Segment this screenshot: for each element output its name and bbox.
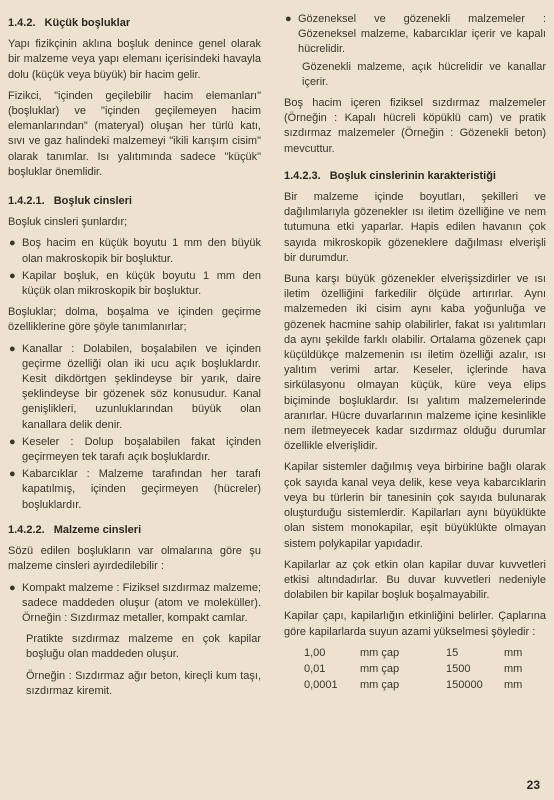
bullet-icon: ●	[9, 435, 16, 448]
table-cell: 15	[446, 646, 459, 659]
table-cell: 0,0001	[304, 679, 338, 692]
left-column	[8, 16, 261, 705]
table-cell: mm çap	[360, 646, 400, 659]
paragraph: Pratikte sızdırmaz malzeme en çok kapilar boşluğu olan maddeden oluşur.	[26, 633, 261, 661]
paragraph: Boş hacim içeren fiziksel sızdırmaz malzemeler (Örneğin : Kapalı hücreli köpüklü cam) ve pratik sızdırmaz malzemeler (Örneğin : Gözenekli beton) mevcuttur.	[284, 97, 546, 155]
section-heading-1-4-2	[8, 16, 261, 31]
heading-number: 1.4.2.2.	[8, 523, 45, 536]
table-cell: mm	[504, 662, 523, 675]
list-item-text: Kompakt malzeme : Fiziksel sızdırmaz malzeme; sadece maddeden oluşur (atom ve moleküller). Örneğin : Sızdırmaz metaller, kompakt camlar.	[22, 581, 261, 624]
table-cell: 1,00	[304, 646, 326, 659]
bullet-icon: ●	[9, 237, 16, 250]
bullet-icon: ●	[9, 581, 16, 594]
table-row	[304, 678, 528, 694]
list-item	[8, 342, 261, 433]
section-heading-1-4-2-3	[284, 169, 546, 184]
paragraph: Boşluklar; dolma, boşalma ve içinden geçirme özelliklerine göre şöyle tanımlanırlar;	[8, 306, 261, 334]
paragraph: Yapı fizikçinin aklına boşluk denince genel olarak bir malzeme veya yapı elemanı içerisindeki havayla dolu (küçük veya büyük) bir hacim gelir.	[8, 38, 261, 81]
bullet-list	[8, 581, 261, 627]
list-item-text: Boş hacim en küçük boyutu 1 mm den büyük olan makroskopik bir boşluktur.	[22, 237, 261, 265]
list-item	[284, 12, 546, 58]
paragraph: Gözenekli malzeme, açık hücrelidir ve kanallar içerir.	[302, 60, 546, 88]
paragraph: Bir malzeme içinde boyutları, şekilleri ve dağılımlarıyla gözenekler ısı iletim özelliğine ve nem tutumuna etki yaparlar. Hapis edilen havanın çok sayıda mikroskopik gözeneklere dağılması elverişli bir durumdur.	[284, 191, 546, 264]
heading-text: Boşluk cinsleri	[53, 195, 132, 208]
section-heading-1-4-2-2	[8, 523, 261, 538]
list-item-text: Kanallar : Dolabilen, boşalabilen ve içinden geçirme özelliği olan iki ucu açık boşluklardır. Kesit dikdörtgen şeklindeyse bir yarık, daire şeklindeyse bir gözenek söz konusudur. Kanal genişlikleri, uzunluklarından büyük olan kanallara delik denir.	[22, 342, 261, 431]
paragraph: Kapilarlar az çok etkin olan kapilar duvar kuvvetleri etkisi altındadırlar. Bu duvar kuvvetleri nedeniyle dolabilen bir kapilar boşluk boşalmayabilir.	[284, 558, 546, 602]
heading-number: 1.4.2.	[8, 17, 36, 29]
list-item	[8, 236, 261, 266]
table-row	[304, 646, 528, 662]
paragraph: Boşluk cinsleri şunlardır;	[8, 216, 128, 229]
paragraph: Sözü edilen boşlukların var olmalarına göre şu malzeme cinsleri ayırdedilebilir :	[8, 545, 261, 573]
heading-text: Küçük boşluklar	[44, 17, 131, 29]
list-item-text: Gözeneksel ve gözenekli malzemeler : Gözeneksel malzeme, kabarcıklar içerir ve kapalı hücrelidir.	[298, 13, 546, 56]
table-cell: mm	[504, 679, 523, 692]
heading-number: 1.4.2.1.	[8, 195, 45, 208]
list-item-text: Keseler : Dolup boşalabilen fakat içinden geçirmeyen tek tarafı açık boşluklardır.	[22, 435, 261, 464]
list-item-text: Kabarcıklar : Malzeme tarafından her tarafı kapatılmış, içinden geçirmeyen (hücreler) boşluklardır.	[22, 468, 261, 511]
bullet-icon: ●	[9, 342, 16, 355]
bullet-icon: ●	[9, 269, 16, 282]
paragraph: Örneğin : Sızdırmaz ağır beton, kireçli kum taşı, sızdırmaz kiremit.	[26, 669, 261, 697]
bullet-list	[8, 342, 261, 513]
paragraph: Fizikci, "içinden geçilebilir hacim elemanları" (boşluklar) ve "içinden geçilemeyen hacim elemanlarından" (materyal) oluşan her türlü katı, sıvı ve gaz halindeki malzemeyi "ikili karışım cisim" olarak tanımlar. Isı yalıtımında sadece "küçük" boşluklar önemlidir.	[8, 89, 261, 178]
list-item-text: Kapilar boşluk, en küçük boyutu 1 mm den küçük olan mikroskopik bir boşluktur.	[22, 269, 261, 298]
table-cell: 1500	[446, 662, 471, 675]
list-item	[8, 269, 261, 299]
heading-text: Malzeme cinsleri	[53, 523, 142, 536]
table-cell: mm	[504, 646, 523, 659]
bullet-list	[8, 236, 261, 299]
list-item	[8, 467, 261, 513]
table-cell: 0,01	[304, 662, 326, 675]
page-number: 23	[526, 778, 540, 792]
section-heading-1-4-2-1	[8, 194, 261, 209]
paragraph: Kapilar sistemler dağılmış veya birbirine bağlı olarak çok sayıda kanal veya delik, kese veya kabarcıklarin veya bu türlerin bir tanesinin çok sayıda bulunarak oluşturduğu sistemlerdir. Kapilarları aynı büyüklükte olan sistem monokapilar, eşit büyüklükte olmayan sistem polykapilar yapıdadır.	[284, 461, 546, 550]
paragraph: Buna karşı büyük gözenekler elverişsizdirler ve ısı iletim özelliğini farkedilir ölçüde artırırlar. Aynı malzemeden iki cisim aynı kaba yoğunluğa ve gözenek hacmine sahip olabilirler, fakat ısı yalıtımları da aynı şekilde farklı olabilir. Ortalama gözenek çapı küçüldükçe malzemenin ısı iletim özelliği azalır, ısı yalıtım verimi artar. Keseler, içlerinde hava sirkülasyonu olmayan küçük, küre veya elips biçiminde boşluklardır. Isı yalıtım malzemelerinde aranırlar. Hücre duvarlarının malzeme içine kesinlikle nem iletmeyecek kadar sızdırmaz olduğu durumlar özellikle elverişlidir.	[284, 273, 546, 453]
table-row	[304, 662, 528, 678]
table-cell: 150000	[446, 679, 483, 692]
table-cell: mm çap	[360, 679, 400, 692]
bullet-list	[284, 12, 546, 58]
bullet-icon: ●	[9, 468, 16, 481]
table-cell: mm çap	[360, 662, 400, 675]
bullet-icon: ●	[285, 13, 292, 25]
paragraph: Kapilar çapı, kapilarlığın etkinliğini belirler. Çaplarına göre kapilarlarda suyun azami yükselmesi şöyledir :	[284, 610, 546, 638]
heading-number: 1.4.2.3.	[284, 169, 321, 182]
list-item	[8, 435, 261, 465]
right-column	[284, 12, 546, 694]
list-item	[8, 581, 261, 627]
heading-text: Boşluk cinslerinin karakteristiği	[329, 169, 496, 182]
capillary-rise-table	[304, 646, 528, 695]
